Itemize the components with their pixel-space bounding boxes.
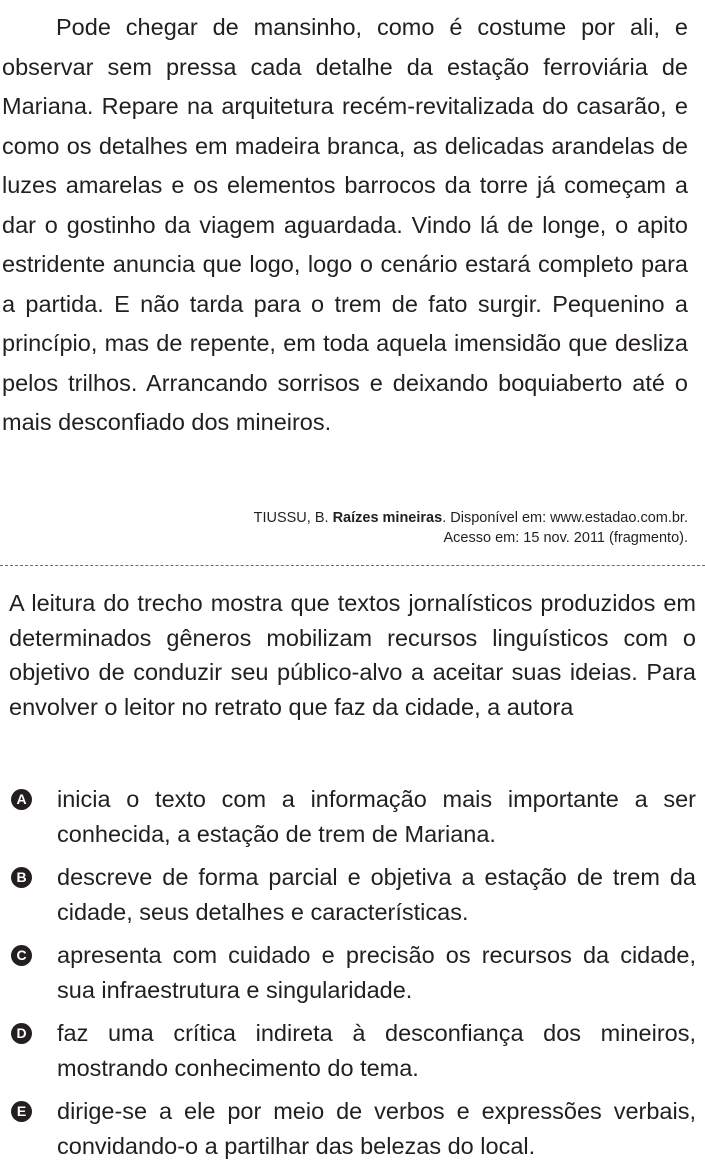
option-b-text: descreve de forma parcial e objetiva a estação de trem da cidade, seus detalhes e características. — [57, 864, 696, 925]
source-title: Raízes mineiras — [332, 510, 443, 526]
option-c[interactable] — [9, 938, 696, 1007]
option-b-letter-icon: B — [11, 867, 32, 888]
source-citation — [254, 508, 688, 548]
source-author: TIUSSU, B. — [253, 510, 333, 526]
source-access-date: Acesso em: 15 nov. 2011 (fragmento). — [443, 530, 688, 546]
option-c-letter-icon: C — [11, 945, 32, 966]
question-stem: A leitura do trecho mostra que textos jornalísticos produzidos em determinados gêneros mobilizam recursos linguísticos com o objetivo de conduzir seu público-alvo a aceitar suas ideias. Para envolver o leitor no retrato que faz da cidade, a autora — [9, 590, 696, 720]
option-b[interactable] — [9, 860, 696, 929]
option-d-letter-icon: D — [11, 1023, 32, 1044]
option-d[interactable] — [9, 1016, 696, 1085]
option-a-text: inicia o texto com a informação mais importante a ser conhecida, a estação de trem de Mariana. — [57, 786, 696, 847]
option-d-text: faz uma crítica indireta à desconfiança dos mineiros, mostrando conhecimento do tema. — [57, 1020, 696, 1081]
dashed-divider — [0, 565, 705, 566]
option-a-letter-icon: A — [11, 789, 32, 810]
answer-options — [9, 782, 696, 1163]
option-e-text: dirige-se a ele por meio de verbos e expressões verbais, convidando-o a partilhar das belezas do local. — [57, 1098, 696, 1159]
option-a[interactable] — [9, 782, 696, 851]
option-c-text: apresenta com cuidado e precisão os recursos da cidade, sua infraestrutura e singularidade. — [57, 942, 696, 1003]
source-availability: . Disponível em: www.estadao.com.br. — [442, 510, 688, 526]
option-e[interactable] — [9, 1094, 696, 1163]
passage-text: Pode chegar de mansinho, como é costume por ali, e observar sem pressa cada detalhe da estação ferroviária de Mariana. Repare na arquitetura recém-revitalizada do casarão, e como os detalhes em madeira branca, as delicadas arandelas de luzes amarelas e os elementos barrocos da torre já começam a dar o gostinho da viagem aguardada. Vindo lá de longe, o apito estridente anuncia que logo, logo o cenário estará completo para a partida. E não tarda para o trem de fato surgir. Pequenino a princípio, mas de repente, em toda aquela imensidão que desliza pelos trilhos. Arrancando sorrisos e deixando boquiaberto até o mais desconfiado dos mineiros. — [2, 14, 688, 435]
option-e-letter-icon: E — [11, 1101, 32, 1122]
